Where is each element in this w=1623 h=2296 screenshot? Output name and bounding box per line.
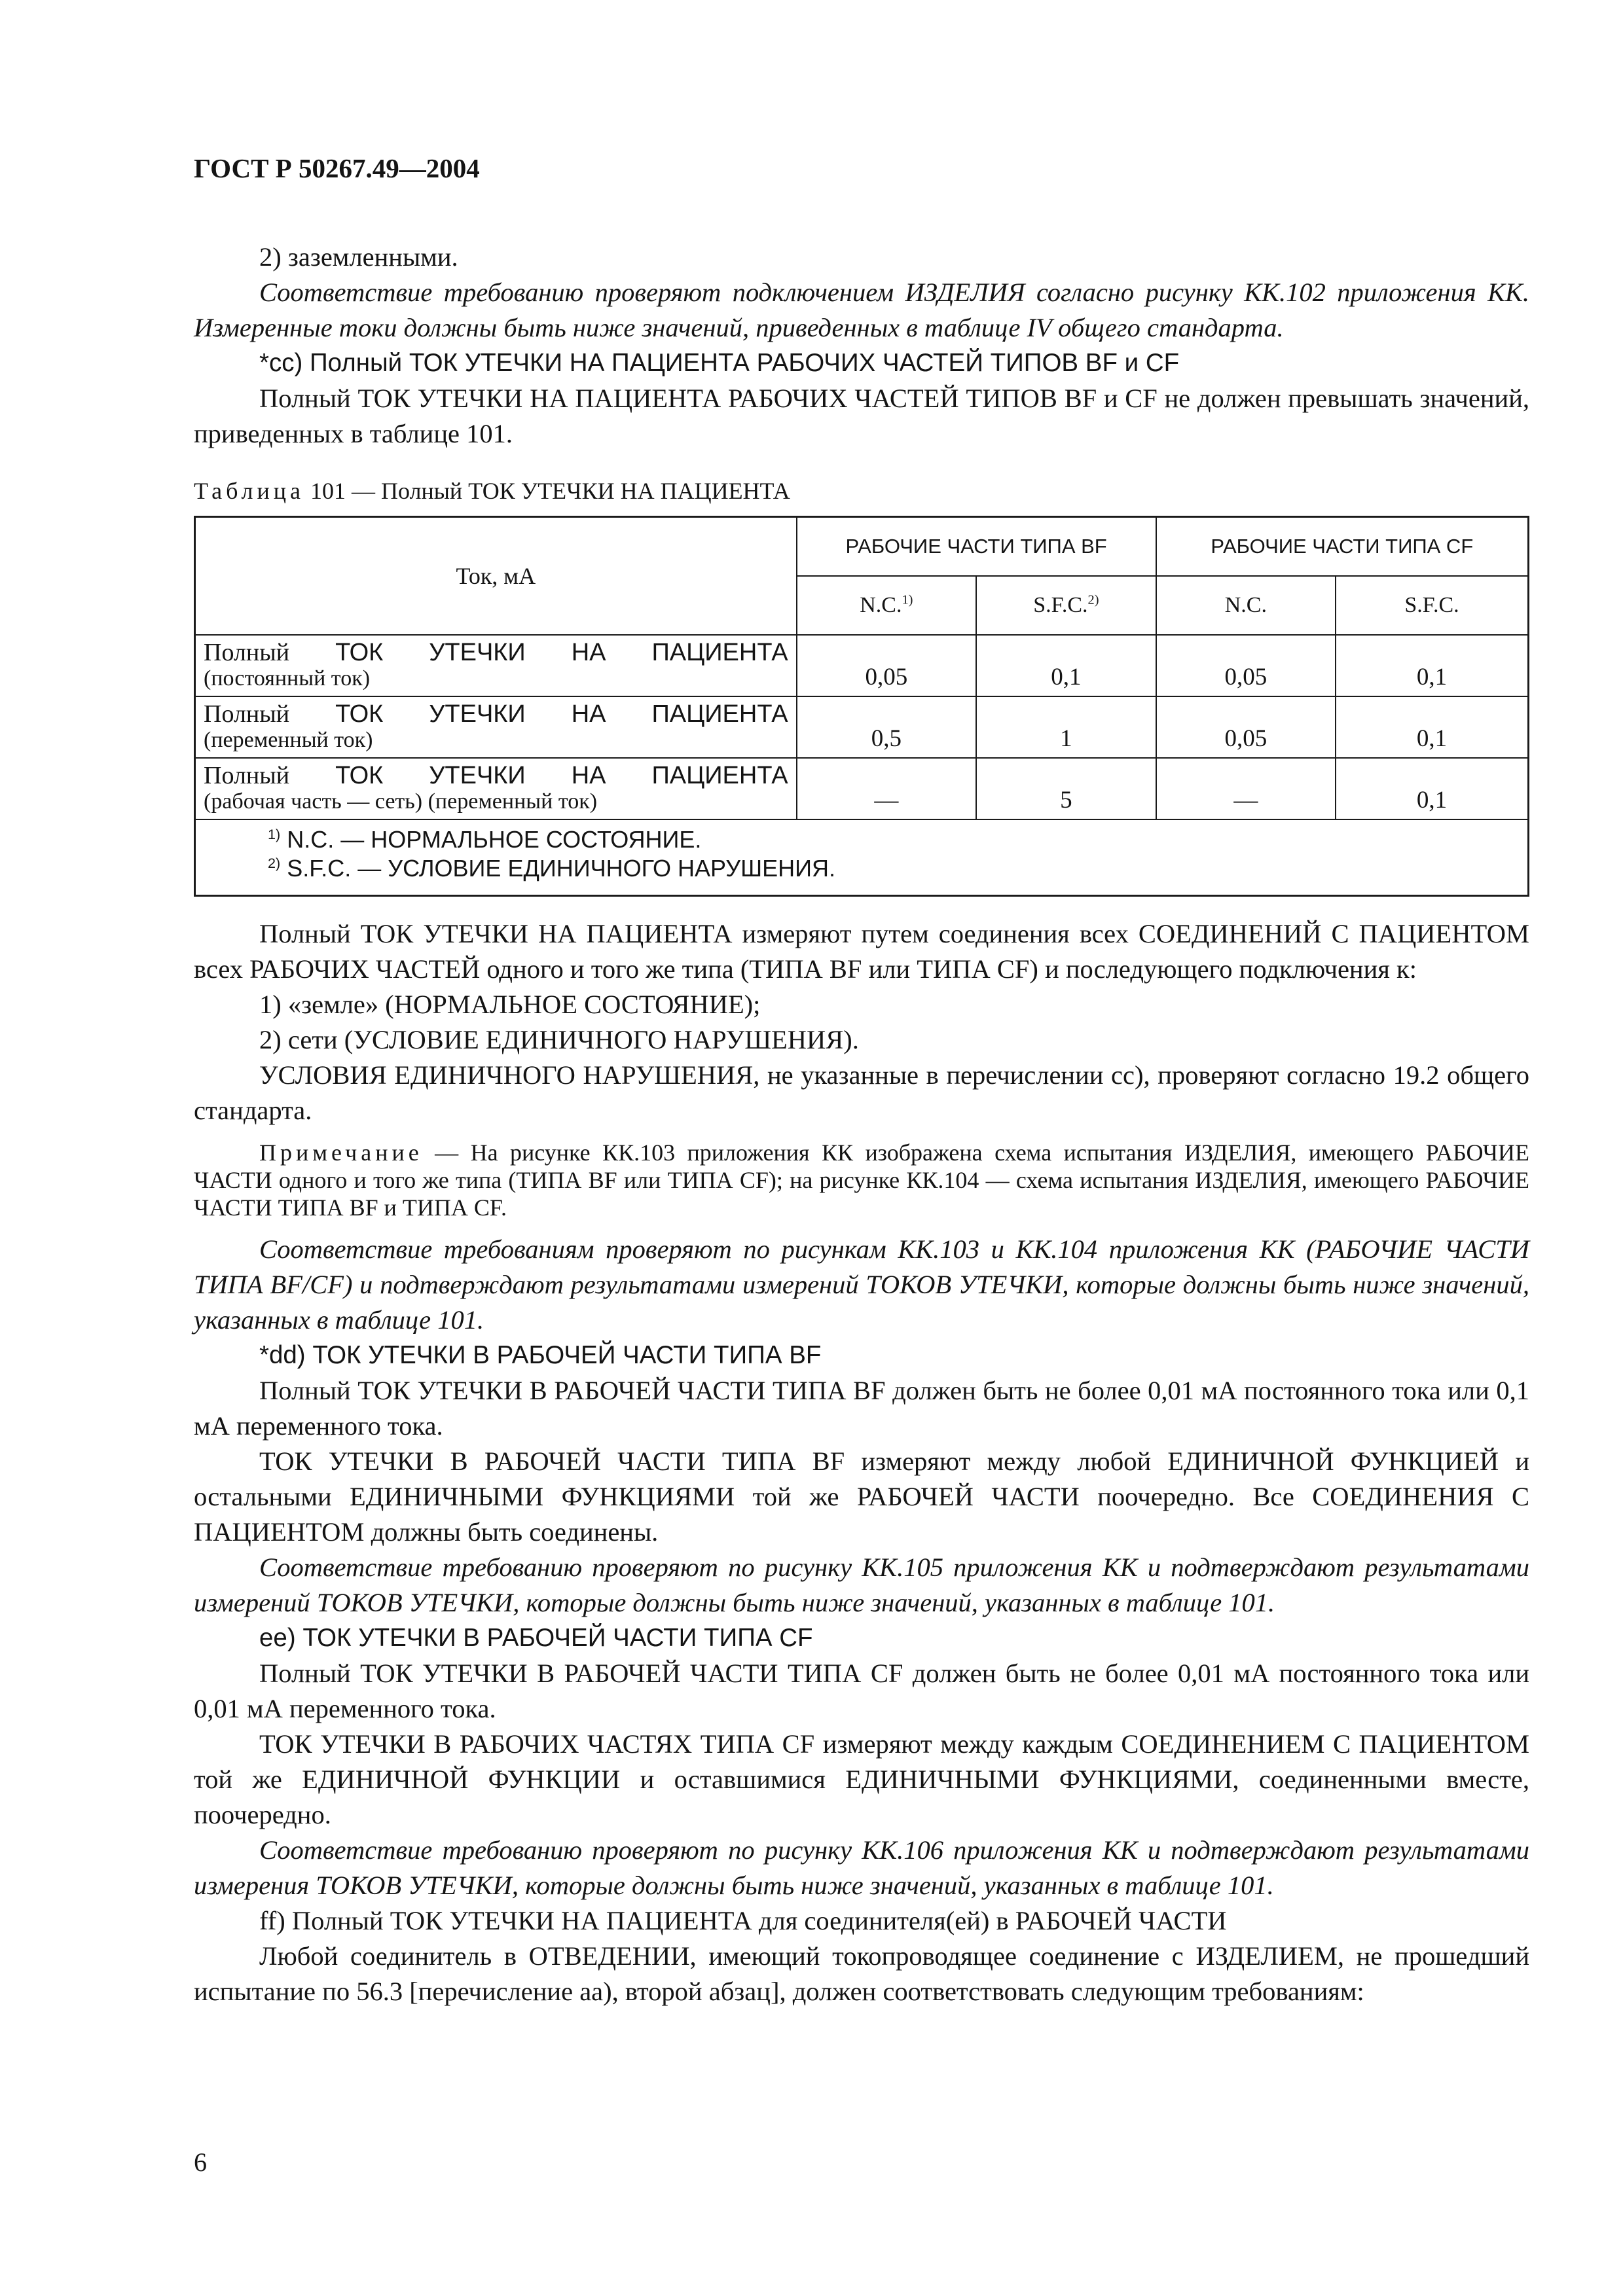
table-101 [194,516,1529,897]
footnote-2: $^{2)}$ S.F.C. — УСЛОВИЕ ЕДИНИЧНОГО НАРУШЕНИЯ. [268,854,836,882]
table-cell: 0,05 [1156,635,1336,696]
table-cell: 0,1 [1336,635,1528,696]
list-item: 2) сети (УСЛОВИЕ ЕДИНИЧНОГО НАРУШЕНИЯ). [259,1024,859,1054]
page-number: 6 [194,2147,207,2177]
paragraph: ТОК УТЕЧКИ В РАБОЧЕЙ ЧАСТИ ТИПА BF измеряют между любой ЕДИНИЧНОЙ ФУНКЦИЕЙ и остальными ЕДИНИЧНЫМИ ФУНКЦИЯМИ той же РАБОЧЕЙ ЧАСТИ поочередно. Все СОЕДИНЕНИЯ С ПАЦИЕНТОМ должны быть соединены. [194,1446,1529,1547]
document-header: ГОСТ Р 50267.49—2004 [194,153,480,183]
table-row [195,758,1529,819]
table-row [195,635,1529,696]
paragraph: Полный ТОК УТЕЧКИ В РАБОЧЕЙ ЧАСТИ ТИПА BF должен быть не более 0,01 мА постоянного тока или 0,1 мА переменного тока. [194,1375,1529,1441]
table-row-label: Полный ТОК УТЕЧКИ НА ПАЦИЕНТА (рабочая часть — сеть) (переменный ток) [195,758,797,819]
table-col-header: S.F.C.$^{2)}$ [976,576,1156,635]
section-heading-dd: *dd) ТОК УТЕЧКИ В РАБОЧЕЙ ЧАСТИ ТИПА BF [259,1340,822,1369]
table-cell: — [1156,758,1336,819]
table-group-header-cf: РАБОЧИЕ ЧАСТИ ТИПА CF [1156,517,1529,576]
table-group-header-bf: РАБОЧИЕ ЧАСТИ ТИПА BF [797,517,1156,576]
table-cell: — [797,758,976,819]
table-cell: 0,1 [976,635,1156,696]
compliance-text: Соответствие требованию проверяют по рисунку КК.105 приложения КК и подтверждают результатами измерений ТОКОВ УТЕЧКИ, которые должны быть ниже значений, указанных в таблице 101. [194,1552,1529,1617]
compliance-text: Соответствие требованию проверяют подключением ИЗДЕЛИЯ согласно рисунку КК.102 приложения КК. Измеренные токи должны быть ниже значений, приведенных в таблице IV общего стандарта. [194,278,1529,342]
section-heading-cc: *cc) Полный ТОК УТЕЧКИ НА ПАЦИЕНТА РАБОЧИХ ЧАСТЕЙ ТИПОВ BF и CF [259,349,1180,377]
table-cell: 1 [976,696,1156,758]
paragraph: ТОК УТЕЧКИ В РАБОЧИХ ЧАСТЯХ ТИПА CF измеряют между каждым СОЕДИНЕНИЕМ С ПАЦИЕНТОМ той же ЕДИНИЧНОЙ ФУНКЦИИ и оставшимися ЕДИНИЧНЫМИ ФУНКЦИЯМИ, соединенными вместе, поочередно. [194,1729,1529,1829]
table-corner-header: Ток, мА [195,517,797,635]
table-footnotes-row [195,819,1529,896]
paragraph: Полный ТОК УТЕЧКИ В РАБОЧЕЙ ЧАСТИ ТИПА CF должен быть не более 0,01 мА постоянного тока или 0,01 мА переменного тока. [194,1658,1529,1723]
table-row-label: Полный ТОК УТЕЧКИ НА ПАЦИЕНТА (постоянный ток) [195,635,797,696]
paragraph: Любой соединитель в ОТВЕДЕНИИ, имеющий токопроводящее соединение с ИЗДЕЛИЕМ, не прошедший испытание по 56.3 [перечисление aa), второй абзац], должен соответствовать следующим требованиям: [194,1941,1529,2006]
table-cell: 0,1 [1336,758,1528,819]
footnote-1: $^{1)}$ N.C. — НОРМАЛЬНОЕ СОСТОЯНИЕ. [268,825,702,853]
section-heading-ff: ff) Полный ТОК УТЕЧКИ НА ПАЦИЕНТА для соединителя(ей) в РАБОЧЕЙ ЧАСТИ [259,1905,1227,1935]
table-col-header: S.F.C. [1336,576,1528,635]
table-caption: Таблица 101 — Полный ТОК УТЕЧКИ НА ПАЦИЕНТА [194,478,790,504]
note: Примечание — На рисунке КК.103 приложения КК изображена схема испытания ИЗДЕЛИЯ, имеющего РАБОЧИЕ ЧАСТИ одного и того же типа (ТИПА BF или ТИПА CF); на рисунке КК.104 — схема испытания ИЗДЕЛИЯ, имеющего РАБОЧИЕ ЧАСТИ ТИПА BF и ТИПА CF. [194,1139,1530,1221]
list-item: 1) «земле» (НОРМАЛЬНОЕ СОСТОЯНИЕ); [259,989,761,1019]
compliance-text: Соответствие требованию проверяют по рисунку КК.106 приложения КК и подтверждают результатами измерения ТОКОВ УТЕЧКИ, которые должны быть ниже значений, указанных в таблице 101. [194,1835,1529,1900]
paragraph: Полный ТОК УТЕЧКИ НА ПАЦИЕНТА РАБОЧИХ ЧАСТЕЙ ТИПОВ BF и CF не должен превышать значений, приведенных в таблице 101. [194,384,1529,448]
table-cell: 0,05 [1156,696,1336,758]
paragraph: Полный ТОК УТЕЧКИ НА ПАЦИЕНТА измеряют путем соединения всех СОЕДИНЕНИЙ С ПАЦИЕНТОМ всех РАБОЧИХ ЧАСТЕЙ одного и того же типа (ТИПА BF или ТИПА CF) и последующего подключения к: [194,918,1529,984]
table-cell: 5 [976,758,1156,819]
table-row [195,696,1529,758]
table-cell: 0,05 [797,635,976,696]
table-footnotes [195,819,1529,896]
document-page [194,151,1529,2009]
table-cell: 0,5 [797,696,976,758]
table-col-header: N.C. [1156,576,1336,635]
table-col-header: N.C.$^{1)}$ [797,576,976,635]
section-heading-ee: ee) ТОК УТЕЧКИ В РАБОЧЕЙ ЧАСТИ ТИПА CF [259,1623,813,1652]
table-cell: 0,1 [1336,696,1528,758]
compliance-text: Соответствие требованиям проверяют по рисункам КК.103 и КК.104 приложения КК (РАБОЧИЕ ЧАСТИ ТИПА BF/CF) и подтверждают результатами измерений ТОКОВ УТЕЧКИ, которые должны быть ниже значений, указанных в таблице 101. [194,1234,1529,1335]
paragraph: УСЛОВИЯ ЕДИНИЧНОГО НАРУШЕНИЯ, не указанные в перечислении cc), проверяют согласно 19.2 общего стандарта. [194,1060,1529,1125]
table-row-label: Полный ТОК УТЕЧКИ НА ПАЦИЕНТА (переменный ток) [195,696,797,758]
list-item-grounded: 2) заземленными. [259,242,458,272]
